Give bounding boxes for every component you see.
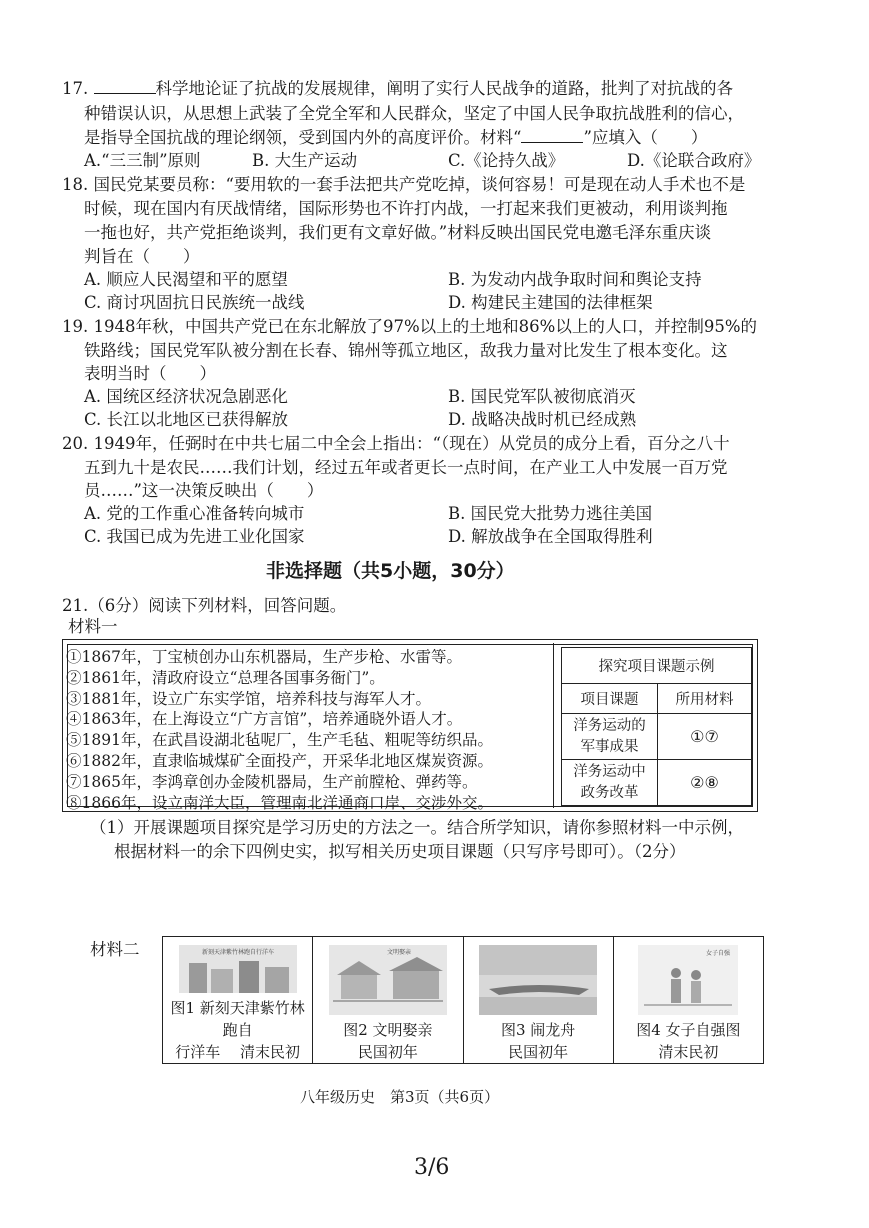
q18-line1: 18. 国民党某要员称：“要用软的一套手法把共产党吃掉，谈何容易！可是现在动人手术也不是 [62,175,746,194]
example-table-header-materials: 所用材料 [658,684,752,714]
figure-2-image-title: 文明娶亲 [386,949,411,956]
figure-3-caption-line1: 图3 闹龙舟 [500,1021,576,1039]
q17-blank [94,79,156,94]
figure-4 [614,937,763,1063]
q17-option-c: C.《论持久战》 [448,151,565,170]
figure-1-caption [163,997,312,1063]
q18-line3: 一拖也好，共产党拒绝谈判，我们更有文章好做。”材料反映出国民党电邀毛泽东重庆谈 [84,223,712,242]
q17-line1 [62,79,733,99]
example-topic-line2: 政务改革 [580,784,639,801]
q19-option-a: A. 国统区经济状况急剧恶化 [84,387,288,406]
q18-option-a: A. 顺应人民渴望和平的愿望 [84,270,288,289]
q20-option-b: B. 国民党大批势力逃往美国 [448,504,653,523]
figure-4-caption [636,1019,740,1063]
q18-option-d: D. 构建民主建国的法律框架 [448,293,653,312]
q18-option-c: C. 商讨巩固抗日民族统一战线 [84,293,305,312]
material1-divider [553,643,554,808]
section-title: 非选择题（共5小题，30分） [266,560,515,582]
q20-line2: 五到九十是农民……我们计划，经过五年或者更长一点时间，在产业工人中发展一百万党 [84,458,728,477]
q21-intro: 21.（6分）阅读下列材料，回答问题。 [62,596,347,615]
example-table-title: 探究项目课题示例 [562,648,752,684]
figure-4-caption-line1: 图4 女子自强图 [636,1021,741,1039]
figure-2-caption [343,1019,432,1063]
figure-3-caption [501,1019,575,1063]
material1-item: ②1861年，清政府设立“总理各国事务衙门”。 [66,668,385,687]
q17-number: 17. [62,79,89,98]
figure-1 [163,937,313,1063]
figure-2-caption-line2: 民国初年 [357,1043,418,1061]
example-topic-cell [562,714,658,760]
figure-3-image [479,945,597,1015]
material1-item: ⑥1882年，直隶临城煤矿全面投产，开采华北地区煤炭资源。 [66,751,493,770]
material2-label: 材料二 [90,940,140,959]
q17-line3-a: 是指导全国抗战的理论纲领，受到国内外的高度评价。材料“ [84,128,522,147]
example-materials-cell: ②⑧ [658,760,752,806]
q20-option-c: C. 我国已成为先进工业化国家 [84,527,305,546]
example-table [561,647,752,806]
figure-3-caption-line2: 民国初年 [508,1043,569,1061]
figure-1-caption-line1: 图1 新刻天津紫竹林跑自 [170,999,305,1039]
q18-line4: 判旨在（ ） [84,247,200,266]
figure-4-image [638,945,738,1015]
material1-item: ①1867年，丁宝桢创办山东机器局，生产步枪、水雷等。 [66,648,462,666]
q19-option-d: D. 战略决战时机已经成熟 [448,410,637,429]
q20-option-a: A. 党的工作重心准备转向城市 [84,504,305,523]
q19-line1: 19. 1948年秋，中国共产党已在东北解放了97%以上的土地和86%以上的人口，并控制95%的 [62,317,757,336]
material1-label: 材料一 [68,617,118,636]
q17-line3 [84,128,707,148]
figure-2-caption-line1: 图2 文明娶亲 [343,1021,433,1039]
figure-1-image [179,945,297,993]
q19-option-c: C. 长江以北地区已获得解放 [84,410,289,429]
material1-item: ⑤1891年，在武昌设湖北毡呢厂，生产毛毡、粗呢等纺织品。 [66,731,493,750]
figure-4-illustration [638,945,738,1015]
example-topic-line1: 洋务运动的 [573,717,646,734]
q17-option-a: A.“三三制”原则 [84,151,201,170]
example-topic-line2: 军事成果 [580,738,639,755]
figure-1-image-title: 新刻天津紫竹林跑自行洋车 [201,949,274,956]
q18-option-b: B. 为发动内战争取时间和舆论支持 [448,270,702,289]
material2-figures [162,936,764,1064]
page-indicator: 3/6 [414,1155,450,1180]
table-row [562,760,752,806]
figure-4-image-title: 女子自强 [706,950,731,957]
q19-line3: 表明当时（ ） [84,364,216,383]
figure-1-caption-line2: 行洋车 清末民初 [175,1043,301,1061]
figure-2-image [329,945,447,1015]
q20-line3: 员……”这一决策反映出（ ） [84,481,324,500]
figure-3 [464,937,614,1063]
example-table-header-topic: 项目课题 [562,684,658,714]
material1-list [66,647,551,813]
figure-4-caption-line2: 清末民初 [658,1043,719,1061]
figure-2 [313,937,463,1063]
q19-line2: 铁路线；国民党军队被分割在长春、锦州等孤立地区，敌我力量对比发生了根本变化。这 [84,341,728,360]
q17-line3-b: ”应填入（ ） [583,128,708,147]
q19-option-b: B. 国民党军队被彻底消灭 [448,387,636,406]
q20-line1: 20. 1949年，任弼时在中共七届二中全会上指出：“（现在）从党员的成分上看，百分之八十 [62,434,730,453]
q17-line1-text: 科学地论证了抗战的发展规律，阐明了实行人民战争的道路，批判了对抗战的各 [155,79,733,98]
figure-3-illustration [479,945,597,1015]
q17-option-d: D.《论联合政府》 [627,151,761,170]
material1-item: ⑧1866年，设立南洋大臣，管理南北洋通商口岸、交涉外交。 [66,793,493,812]
q21-sub1-line1: （1）开展课题项目探究是学习历史的方法之一。结合所学知识，请你参照材料一中示例， [90,818,744,837]
material1-item: ③1881年，设立广东实学馆，培养科技与海军人才。 [66,689,431,708]
figure-2-illustration [329,945,447,1015]
q17-option-b: B. 大生产运动 [252,151,358,170]
example-topic-line1: 洋务运动中 [573,763,646,780]
material1-item: ⑦1865年，李鸿章创办金陵机器局，生产前膛枪、弹药等。 [66,772,478,791]
table-row [562,714,752,760]
q18-line2: 时候，现在国内有厌战情绪，国际形势也不许打内战，一打起来我们更被动，利用谈判拖 [84,199,728,218]
q17-line2: 种错误认识，从思想上武装了全党全军和人民群众，坚定了中国人民争取抗战胜利的信心， [84,104,744,123]
q17-blank-2 [521,128,583,143]
example-materials-cell: ①⑦ [658,714,752,760]
material1-item: ④1863年，在上海设立“广方言馆”，培养通晓外语人才。 [66,710,463,729]
q20-option-d: D. 解放战争在全国取得胜利 [448,527,653,546]
example-topic-cell [562,760,658,806]
figure-1-illustration [179,945,297,993]
page-footer: 八年级历史 第3页（共6页） [300,1088,500,1106]
q21-sub1-line2: 根据材料一的余下四例史实，拟写相关历史项目课题（只写序号即可）。（2分） [114,842,686,861]
